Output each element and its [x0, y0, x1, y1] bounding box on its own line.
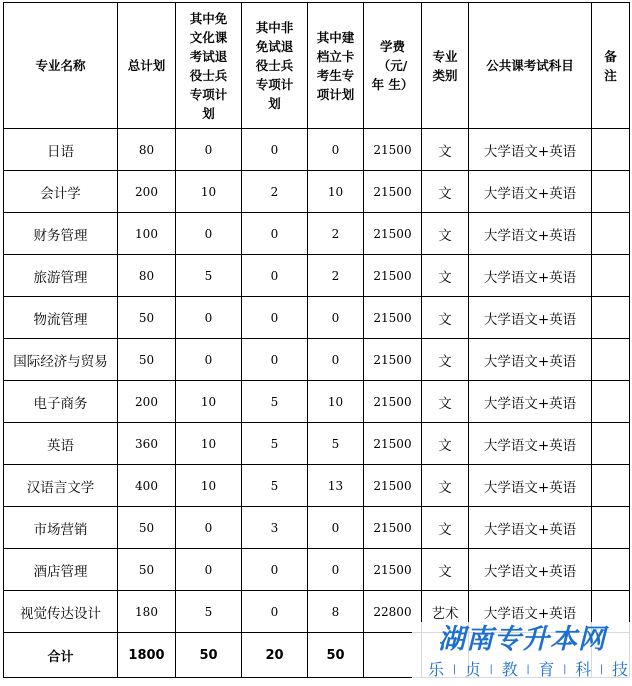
- fee-cell: 21500: [364, 381, 422, 423]
- header-poverty-line: 档立卡: [316, 48, 355, 64]
- table-row: [4, 507, 630, 549]
- veteran-nonfree-cell: 2: [242, 171, 308, 213]
- total-plan-cell: 360: [118, 423, 176, 465]
- fee-cell: 21500: [364, 507, 422, 549]
- header-veteran-nonfree-line: 专项计: [255, 77, 294, 92]
- header-name: 专业名称: [4, 3, 118, 129]
- major-name-cell: 英语: [4, 423, 118, 465]
- table-row: [4, 297, 630, 339]
- total-plan: 1800: [118, 633, 176, 678]
- veteran-free-cell: 0: [176, 549, 242, 591]
- total-plan-cell: 50: [118, 549, 176, 591]
- watermark-subtitle: [428, 658, 628, 682]
- subjects-cell: 大学语文+英语: [469, 213, 592, 255]
- major-name-cell: 视觉传达设计: [4, 591, 118, 633]
- total-plan-cell: 50: [118, 297, 176, 339]
- category-cell: 文: [422, 549, 469, 591]
- table-row: [4, 255, 630, 297]
- veteran-free-cell: 0: [176, 213, 242, 255]
- total-plan-cell: 100: [118, 213, 176, 255]
- subjects-cell: 大学语文+英语: [469, 255, 592, 297]
- header-subjects: 公共课考试科目: [469, 3, 592, 129]
- major-name-cell: 会计学: [4, 171, 118, 213]
- major-name-cell: 汉语言文学: [4, 465, 118, 507]
- poverty-cell: 0: [308, 549, 364, 591]
- remark-cell: [592, 423, 630, 465]
- veteran-nonfree-cell: 0: [242, 255, 308, 297]
- header-fee-line: （元/: [377, 58, 408, 73]
- watermark-sub-char: 技: [611, 660, 628, 679]
- major-name-cell: 物流管理: [4, 297, 118, 339]
- veteran-nonfree-cell: 5: [242, 381, 308, 423]
- poverty-cell: 0: [308, 129, 364, 171]
- poverty-cell: 10: [308, 171, 364, 213]
- veteran-free-cell: 0: [176, 297, 242, 339]
- category-cell: 文: [422, 255, 469, 297]
- veteran-nonfree-cell: 0: [242, 297, 308, 339]
- header-veteran-free-line: 专项计: [189, 86, 228, 102]
- header-poverty: [308, 3, 364, 129]
- remark-cell: [592, 297, 630, 339]
- subjects-cell: 大学语文+英语: [469, 297, 592, 339]
- watermark-sub-char: 育: [538, 660, 555, 679]
- remark-cell: [592, 465, 630, 507]
- fee-cell: 21500: [364, 129, 422, 171]
- poverty-cell: 2: [308, 255, 364, 297]
- subjects-cell: 大学语文+英语: [469, 339, 592, 381]
- watermark-separator: |: [563, 664, 567, 675]
- table-row: [4, 549, 630, 591]
- total-poverty: 50: [308, 633, 364, 678]
- veteran-free-cell: 0: [176, 129, 242, 171]
- watermark-sub-char: 乐: [428, 660, 445, 679]
- total-plan-cell: 80: [118, 129, 176, 171]
- remark-cell: [592, 381, 630, 423]
- major-name-cell: 国际经济与贸易: [4, 339, 118, 381]
- veteran-free-cell: 10: [176, 423, 242, 465]
- veteran-free-cell: 10: [176, 171, 242, 213]
- watermark-separator: |: [526, 664, 530, 675]
- subjects-cell: 大学语文+英语: [469, 129, 592, 171]
- header-veteran-nonfree-line: 划: [268, 96, 281, 111]
- header-veteran-free: [176, 3, 242, 129]
- category-cell: 文: [422, 423, 469, 465]
- subjects-cell: 大学语文+英语: [469, 171, 592, 213]
- veteran-nonfree-cell: 5: [242, 423, 308, 465]
- major-name-cell: 日语: [4, 129, 118, 171]
- header-poverty-line: 项计划: [316, 86, 355, 102]
- header-row: [4, 3, 630, 129]
- poverty-cell: 2: [308, 213, 364, 255]
- major-name-cell: 旅游管理: [4, 255, 118, 297]
- header-veteran-nonfree-line: 役士兵: [255, 58, 294, 73]
- category-cell: 艺术: [422, 591, 469, 633]
- category-cell: 文: [422, 129, 469, 171]
- table-row: [4, 171, 630, 213]
- header-poverty-line: 其中建: [316, 29, 355, 45]
- category-cell: 文: [422, 339, 469, 381]
- poverty-cell: 8: [308, 591, 364, 633]
- veteran-nonfree-cell: 0: [242, 213, 308, 255]
- category-cell: 文: [422, 297, 469, 339]
- header-fee-line: 学费: [379, 39, 405, 54]
- header-category-line: 专业: [432, 48, 458, 64]
- header-fee: [364, 3, 422, 129]
- poverty-cell: 0: [308, 507, 364, 549]
- watermark-sub-char: 教: [501, 660, 518, 679]
- header-veteran-nonfree-line: 免试退: [255, 39, 294, 54]
- category-cell: 文: [422, 507, 469, 549]
- table-row: [4, 129, 630, 171]
- fee-cell: 21500: [364, 255, 422, 297]
- category-cell: 文: [422, 171, 469, 213]
- watermark-separator: |: [599, 664, 604, 675]
- poverty-cell: 0: [308, 339, 364, 381]
- poverty-cell: 5: [308, 423, 364, 465]
- header-category: [422, 3, 469, 129]
- watermark-separator: |: [452, 664, 457, 675]
- total-plan-cell: 200: [118, 381, 176, 423]
- remark-cell: [592, 255, 630, 297]
- header-veteran-free-line: 文化课: [189, 29, 228, 45]
- remark-cell: [592, 339, 630, 381]
- fee-cell: 21500: [364, 339, 422, 381]
- category-cell: 文: [422, 381, 469, 423]
- header-veteran-free-line: 其中免: [189, 10, 228, 26]
- subjects-cell: 大学语文+英语: [469, 465, 592, 507]
- veteran-free-cell: 5: [176, 591, 242, 633]
- header-total: 总计划: [118, 3, 176, 129]
- category-cell: 文: [422, 465, 469, 507]
- fee-cell: 21500: [364, 213, 422, 255]
- fee-cell: 21500: [364, 423, 422, 465]
- header-veteran-free-line: 考试退: [189, 48, 228, 64]
- watermark-title: 湖南专升本网: [438, 624, 606, 655]
- major-name-cell: 电子商务: [4, 381, 118, 423]
- category-cell: 文: [422, 213, 469, 255]
- veteran-nonfree-cell: 0: [242, 339, 308, 381]
- veteran-nonfree-cell: 0: [242, 129, 308, 171]
- header-fee-line: 年 生）: [371, 77, 414, 92]
- remark-cell: [592, 171, 630, 213]
- table-row: [4, 381, 630, 423]
- veteran-nonfree-cell: 0: [242, 591, 308, 633]
- major-name-cell: 财务管理: [4, 213, 118, 255]
- header-veteran-nonfree: [242, 3, 308, 129]
- subjects-cell: 大学语文+英语: [469, 507, 592, 549]
- poverty-cell: 10: [308, 381, 364, 423]
- header-veteran-free-line: 役士兵: [189, 67, 228, 83]
- veteran-nonfree-cell: 3: [242, 507, 308, 549]
- table-row: [4, 423, 630, 465]
- enrollment-plan-table: [3, 2, 630, 678]
- veteran-free-cell: 0: [176, 339, 242, 381]
- table-body: [4, 129, 630, 633]
- header-poverty-line: 考生专: [316, 67, 355, 83]
- total-veteran-nonfree: 20: [242, 633, 308, 678]
- remark-cell: [592, 507, 630, 549]
- remark-cell: [592, 129, 630, 171]
- header-category-line: 类别: [432, 67, 458, 83]
- total-label: 合计: [4, 633, 118, 678]
- veteran-nonfree-cell: 0: [242, 549, 308, 591]
- veteran-free-cell: 5: [176, 255, 242, 297]
- header-remark-line: 备: [604, 48, 617, 64]
- fee-cell: 21500: [364, 549, 422, 591]
- watermark-sub-char: 科: [575, 660, 592, 679]
- veteran-free-cell: 0: [176, 507, 242, 549]
- fee-cell: 21500: [364, 171, 422, 213]
- total-plan-cell: 180: [118, 591, 176, 633]
- total-plan-cell: 80: [118, 255, 176, 297]
- subjects-cell: 大学语文+英语: [469, 381, 592, 423]
- major-name-cell: 酒店管理: [4, 549, 118, 591]
- header-veteran-nonfree-line: 其中非: [255, 20, 294, 35]
- table-row: [4, 213, 630, 255]
- veteran-free-cell: 10: [176, 381, 242, 423]
- remark-cell: [592, 549, 630, 591]
- veteran-nonfree-cell: 5: [242, 465, 308, 507]
- remark-cell: [592, 213, 630, 255]
- fee-cell: 21500: [364, 297, 422, 339]
- major-name-cell: 市场营销: [4, 507, 118, 549]
- poverty-cell: 13: [308, 465, 364, 507]
- total-veteran-free: 50: [176, 633, 242, 678]
- header-veteran-free-line: 划: [202, 105, 215, 121]
- table-row: [4, 465, 630, 507]
- watermark-sub-char: 贞: [464, 660, 481, 679]
- fee-cell: 21500: [364, 465, 422, 507]
- total-plan-cell: 50: [118, 507, 176, 549]
- subjects-cell: 大学语文+英语: [469, 591, 592, 633]
- header-remark: [592, 3, 630, 129]
- watermark-separator: |: [489, 664, 493, 675]
- subjects-cell: 大学语文+英语: [469, 549, 592, 591]
- poverty-cell: 0: [308, 297, 364, 339]
- header-remark-line: 注: [604, 67, 617, 83]
- total-plan-cell: 50: [118, 339, 176, 381]
- watermark-logo: [412, 622, 632, 686]
- subjects-cell: 大学语文+英语: [469, 423, 592, 465]
- total-plan-cell: 200: [118, 171, 176, 213]
- fee-cell: 22800: [364, 591, 422, 633]
- total-plan-cell: 400: [118, 465, 176, 507]
- veteran-free-cell: 10: [176, 465, 242, 507]
- table-row: [4, 339, 630, 381]
